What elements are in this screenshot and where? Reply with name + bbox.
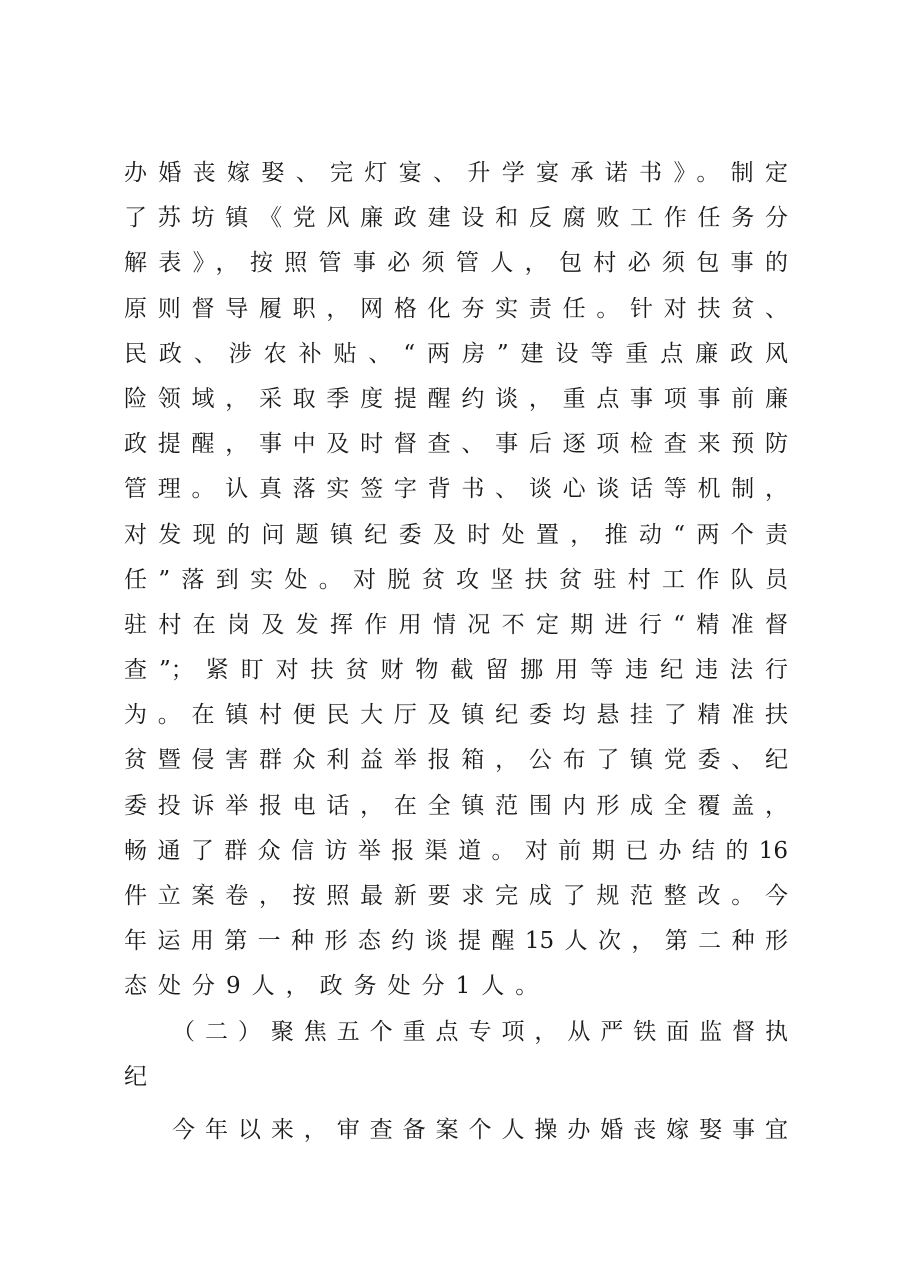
heading-line: 纪 xyxy=(124,1063,158,1090)
text-line: 任”落到实处。对脱贫攻坚扶贫驻村工作队员 xyxy=(124,566,788,593)
text-line: 险领域，采取季度提醒约谈，重点事项事前廉 xyxy=(124,385,788,412)
text-line: 畅通了群众信访举报渠道。对前期已办结的16 xyxy=(124,837,788,864)
text-line: 态处分9人，政务处分1人。 xyxy=(124,973,550,1000)
text-line: 民政、涉农补贴、“两房”建设等重点廉政风 xyxy=(124,340,788,367)
section-heading xyxy=(124,1010,788,1100)
text-line: 管理。认真落实签字背书、谈心谈话等机制， xyxy=(124,476,788,503)
text-line: 了苏坊镇《党风廉政建设和反腐败工作任务分 xyxy=(124,205,788,232)
text-line: 件立案卷，按照最新要求完成了规范整改。今 xyxy=(124,883,788,909)
text-line: 查”；紧盯对扶贫财物截留挪用等违纪违法行 xyxy=(124,657,788,684)
text-line: 驻村在岗及发挥作用情况不定期进行“精准督 xyxy=(124,611,788,638)
text-line: 贫暨侵害群众利益举报箱，公布了镇党委、纪 xyxy=(124,747,788,774)
text-line: 原则督导履职，网格化夯实责任。针对扶贫、 xyxy=(124,295,788,322)
text-line: 对发现的问题镇纪委及时处置，推动“两个责 xyxy=(124,521,788,548)
text-line: 年运用第一种形态约谈提醒15人次，第二种形 xyxy=(124,928,788,955)
paragraph-spacer xyxy=(124,1100,788,1108)
text-line: 今年以来，审查备案个人操办婚丧嫁娶事宜 xyxy=(172,1116,788,1143)
text-line: 政提醒，事中及时督查、事后逐项检查来预防 xyxy=(124,431,788,458)
text-line: 委投诉举报电话，在全镇范围内形成全覆盖， xyxy=(124,792,788,819)
heading-line: （二）聚焦五个重点专项，从严铁面监督执 xyxy=(172,1018,788,1045)
paragraph xyxy=(124,151,788,1010)
text-line: 办婚丧嫁娶、完灯宴、升学宴承诺书》。制定 xyxy=(124,160,788,186)
text-line: 为。在镇村便民大厅及镇纪委均悬挂了精准扶 xyxy=(124,702,788,729)
document-body xyxy=(124,151,788,1153)
text-line: 解表》，按照管事必须管人，包村必须包事的 xyxy=(124,250,788,277)
paragraph xyxy=(124,1108,788,1153)
